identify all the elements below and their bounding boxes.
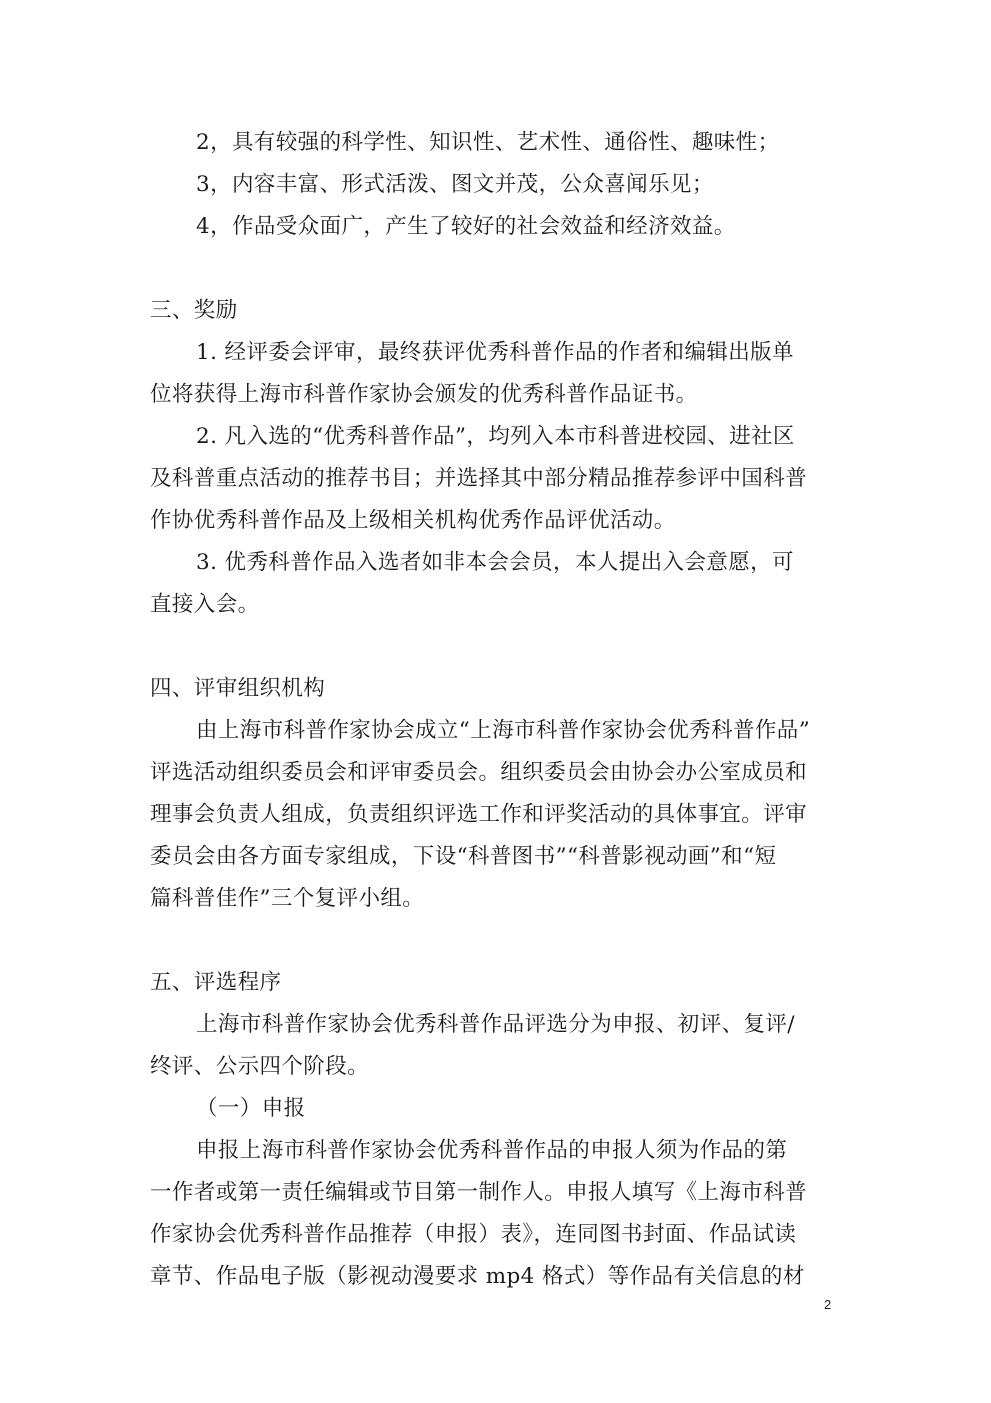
section-heading-organization: 四、评审组织机构 [150, 676, 326, 701]
application-para-line1: 申报上海市科普作家协会优秀科普作品的申报人须为作品的第 [196, 1138, 788, 1163]
application-para-line3: 作家协会优秀科普作品推荐（申报）表》，连同图书封面、作品试读 [150, 1222, 797, 1247]
organization-para-line1: 由上海市科普作家协会成立“上海市科普作家协会优秀科普作品” [196, 718, 811, 743]
section-heading-procedure: 五、评选程序 [150, 970, 282, 995]
awards-para2-line2: 及科普重点活动的推荐书目；并选择其中部分精品推荐参评中国科普 [150, 466, 808, 491]
application-para-line4: 章节、作品电子版（影视动漫要求 mp4 格式）等作品有关信息的材 [150, 1264, 805, 1289]
criteria-item-3: 3，内容丰富、形式活泼、图文并茂，公众喜闻乐见； [196, 172, 714, 197]
page-content [150, 122, 845, 1298]
criteria-item-2: 2，具有较强的科学性、知识性、艺术性、通俗性、趣味性； [196, 130, 780, 155]
awards-para2-line3: 作协优秀科普作品及上级相关机构优秀作品评优活动。 [150, 508, 676, 533]
spacer [150, 248, 845, 290]
spacer [150, 920, 845, 962]
awards-para3-line1: 3. 优秀科普作品入选者如非本会会员，本人提出入会意愿，可 [196, 550, 794, 575]
application-para-line2: 一作者或第一责任编辑或节目第一制作人。申报人填写《上海市科普 [150, 1180, 808, 1205]
procedure-intro-line2: 终评、公示四个阶段。 [150, 1054, 370, 1079]
organization-para-line5: 篇科普佳作”三个复评小组。 [150, 886, 425, 911]
page-number: 2 [824, 1297, 832, 1312]
awards-para2-line1: 2. 凡入选的“优秀科普作品”，均列入本市科普进校园、进社区 [196, 424, 795, 449]
spacer [150, 626, 845, 668]
subsection-heading-application: （一）申报 [196, 1096, 306, 1121]
organization-para-line3: 理事会负责人组成，负责组织评选工作和评奖活动的具体事宜。评审 [150, 802, 808, 827]
awards-para1-line1: 1. 经评委会评审，最终获评优秀科普作品的作者和编辑出版单 [196, 340, 794, 365]
awards-para1-line2: 位将获得上海市科普作家协会颁发的优秀科普作品证书。 [150, 382, 698, 407]
organization-para-line2: 评选活动组织委员会和评审委员会。组织委员会由协会办公室成员和 [150, 760, 808, 785]
organization-para-line4: 委员会由各方面专家组成，下设“科普图书”“科普影视动画”和“短 [150, 844, 777, 869]
criteria-item-4: 4，作品受众面广，产生了较好的社会效益和经济效益。 [196, 214, 736, 239]
procedure-intro-line1: 上海市科普作家协会优秀科普作品评选分为申报、初评、复评/ [196, 1012, 795, 1037]
section-heading-awards: 三、奖励 [150, 298, 238, 323]
awards-para3-line2: 直接入会。 [150, 592, 260, 617]
